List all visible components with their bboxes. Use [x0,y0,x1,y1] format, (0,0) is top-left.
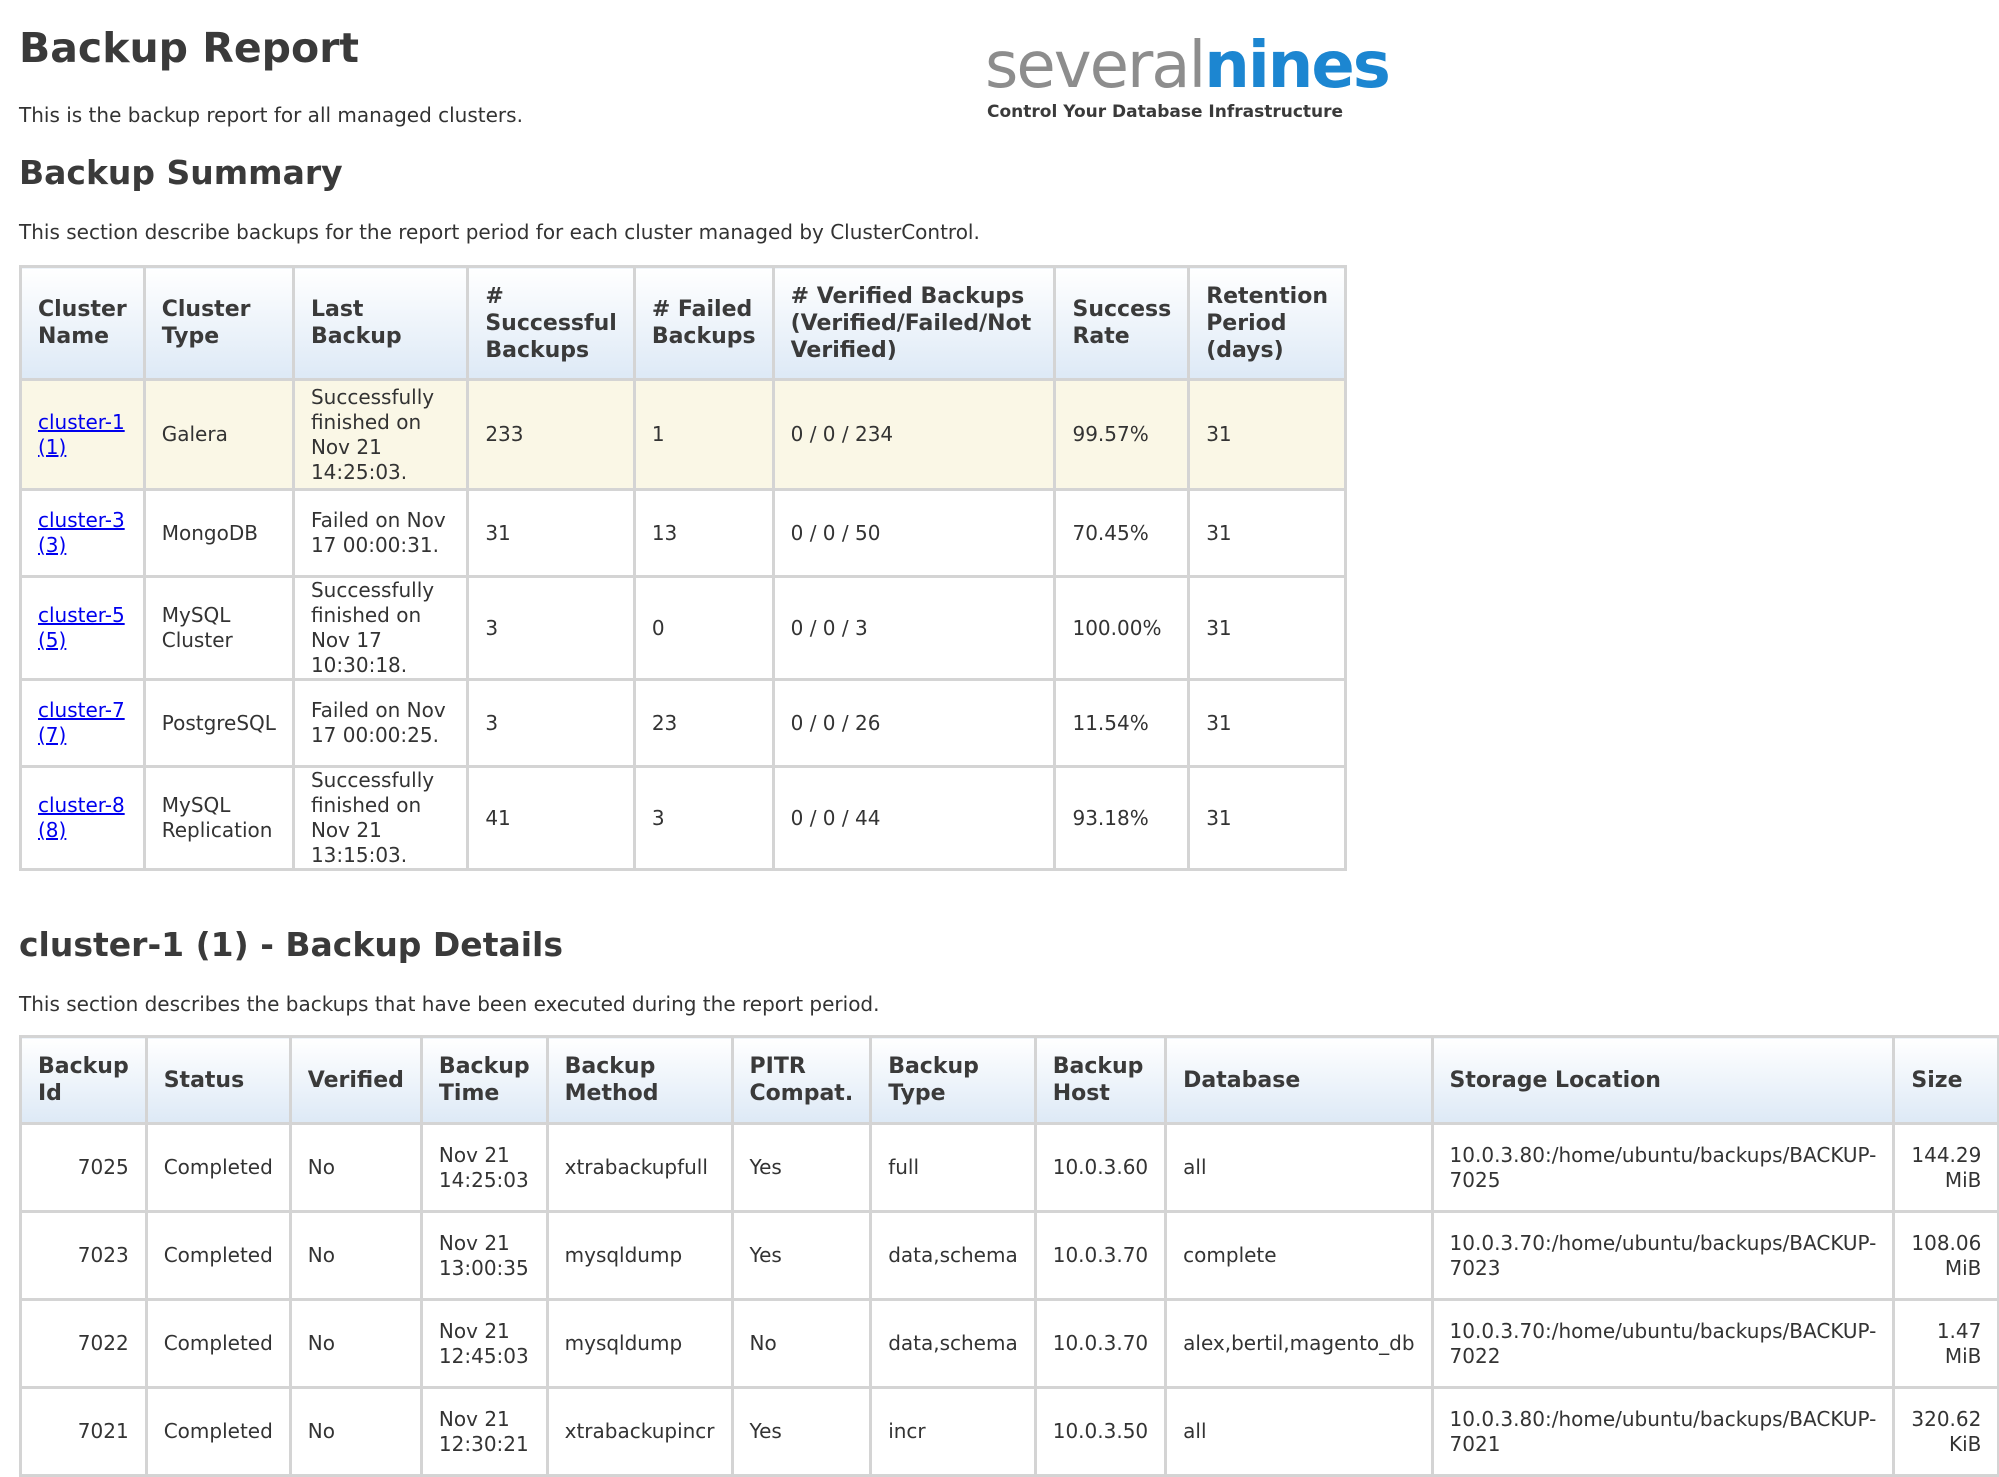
cell-pitr-compat: Yes [732,1388,871,1476]
cell-database: alex,bertil,magento_db [1166,1300,1432,1388]
column-header-pitr-compat: PITR Compat. [732,1037,871,1124]
column-header-successful-backups: # Successful Backups [468,267,634,380]
table-row [21,767,1346,870]
column-header-failed-backups: # Failed Backups [634,267,773,380]
cell-size: 320.62 KiB [1894,1388,1999,1476]
cell-retention-period: 31 [1189,380,1346,490]
cell-backup-method: xtrabackupfull [547,1124,732,1212]
cell-storage-location: 10.0.3.70:/home/ubuntu/backups/BACKUP-7023 [1432,1212,1894,1300]
cell-last-backup: Successfully finished on Nov 17 10:30:18. [293,577,467,680]
logo-tagline: Control Your Database Infrastructure [987,102,1344,122]
cell-status: Completed [146,1300,290,1388]
column-header-cluster-type: Cluster Type [144,267,293,380]
cell-storage-location: 10.0.3.80:/home/ubuntu/backups/BACKUP-7025 [1432,1124,1894,1212]
cell-successful-backups: 31 [468,490,634,577]
cell-cluster-name [21,380,145,490]
cell-verified-backups: 0 / 0 / 3 [773,577,1055,680]
cell-failed-backups: 1 [634,380,773,490]
cell-pitr-compat: Yes [732,1124,871,1212]
column-header-backup-host: Backup Host [1035,1037,1165,1124]
cell-success-rate: 93.18% [1055,767,1189,870]
table-row [21,577,1346,680]
cell-size: 1.47 MiB [1894,1300,1999,1388]
cell-failed-backups: 13 [634,490,773,577]
cell-verified-backups: 0 / 0 / 50 [773,490,1055,577]
cell-success-rate: 11.54% [1055,680,1189,767]
cell-verified-backups: 0 / 0 / 26 [773,680,1055,767]
cell-storage-location: 10.0.3.80:/home/ubuntu/backups/BACKUP-7021 [1432,1388,1894,1476]
cluster-link[interactable]: cluster-5 (5) [38,603,125,652]
column-header-verified: Verified [290,1037,421,1124]
cell-status: Completed [146,1212,290,1300]
cell-verified: No [290,1300,421,1388]
cell-backup-type: incr [871,1388,1036,1476]
cell-last-backup: Failed on Nov 17 00:00:31. [293,490,467,577]
cell-backup-method: mysqldump [547,1300,732,1388]
column-header-backup-method: Backup Method [547,1037,732,1124]
cell-size: 144.29 MiB [1894,1124,1999,1212]
cluster-link[interactable]: cluster-7 (7) [38,698,125,747]
column-header-backup-type: Backup Type [871,1037,1036,1124]
cell-backup-type: data,schema [871,1300,1036,1388]
cell-verified: No [290,1124,421,1212]
cluster-link[interactable]: cluster-1 (1) [38,409,125,459]
cell-backup-id: 7021 [21,1388,147,1476]
column-header-retention-period: Retention Period (days) [1189,267,1346,380]
cell-cluster-type: MySQL Replication [144,767,293,870]
cell-success-rate: 99.57% [1055,380,1189,490]
logo-word-right: nines [1204,29,1389,103]
cell-cluster-name [21,680,145,767]
cell-retention-period: 31 [1189,680,1346,767]
details-heading: cluster-1 (1) - Backup Details [19,925,564,964]
column-header-backup-time: Backup Time [421,1037,547,1124]
cell-cluster-name [21,577,145,680]
table-row [21,380,1346,490]
column-header-success-rate: Success Rate [1055,267,1189,380]
cell-backup-time: Nov 21 12:30:21 [421,1388,547,1476]
cell-pitr-compat: No [732,1300,871,1388]
cell-backup-time: Nov 21 13:00:35 [421,1212,547,1300]
intro-text: This is the backup report for all managed clusters. [19,103,523,127]
table-row [21,490,1346,577]
cell-failed-backups: 23 [634,680,773,767]
backup-summary-table [19,265,1347,871]
details-description: This section describes the backups that have been executed during the report period. [19,992,880,1016]
cell-backup-id: 7023 [21,1212,147,1300]
page-title: Backup Report [19,24,360,72]
column-header-backup-id: Backup Id [21,1037,147,1124]
column-header-storage-location: Storage Location [1432,1037,1894,1124]
summary-header-row [21,267,1346,380]
cell-last-backup: Failed on Nov 17 00:00:25. [293,680,467,767]
summary-description: This section describe backups for the report period for each cluster managed by ClusterControl. [19,220,980,244]
cell-backup-type: full [871,1124,1036,1212]
cell-backup-method: xtrabackupincr [547,1388,732,1476]
logo-wordmark [985,28,1389,104]
logo-word-left: several [985,29,1205,103]
cell-backup-host: 10.0.3.50 [1035,1388,1165,1476]
cell-database: all [1166,1388,1432,1476]
cell-cluster-type: PostgreSQL [144,680,293,767]
column-header-cluster-name: Cluster Name [21,267,145,380]
cell-backup-host: 10.0.3.60 [1035,1124,1165,1212]
cell-cluster-name [21,490,145,577]
cell-backup-id: 7025 [21,1124,147,1212]
table-row [21,1300,1999,1388]
cell-verified-backups: 0 / 0 / 44 [773,767,1055,870]
column-header-status: Status [146,1037,290,1124]
cell-successful-backups: 3 [468,577,634,680]
severalnines-logo [985,28,1389,128]
details-header-row [21,1037,1999,1124]
table-row [21,680,1346,767]
cell-cluster-type: Galera [144,380,293,490]
column-header-verified-backups: # Verified Backups (Verified/Failed/Not Verified) [773,267,1055,380]
cluster-link[interactable]: cluster-3 (3) [38,508,125,557]
cell-cluster-type: MySQL Cluster [144,577,293,680]
cell-retention-period: 31 [1189,490,1346,577]
table-row [21,1212,1999,1300]
cell-cluster-name [21,767,145,870]
cell-success-rate: 100.00% [1055,577,1189,680]
cell-storage-location: 10.0.3.70:/home/ubuntu/backups/BACKUP-7022 [1432,1300,1894,1388]
cell-size: 108.06 MiB [1894,1212,1999,1300]
cell-successful-backups: 233 [468,380,634,490]
cell-backup-host: 10.0.3.70 [1035,1300,1165,1388]
cell-verified: No [290,1388,421,1476]
cell-failed-backups: 3 [634,767,773,870]
cell-database: complete [1166,1212,1432,1300]
cell-successful-backups: 41 [468,767,634,870]
cell-last-backup: Successfully finished on Nov 21 14:25:03. [293,380,467,490]
cell-backup-id: 7022 [21,1300,147,1388]
backup-details-table [19,1035,1999,1477]
column-header-database: Database [1166,1037,1432,1124]
cell-database: all [1166,1124,1432,1212]
column-header-last-backup: Last Backup [293,267,467,380]
cell-backup-type: data,schema [871,1212,1036,1300]
column-header-size: Size [1894,1037,1999,1124]
cell-backup-host: 10.0.3.70 [1035,1212,1165,1300]
cell-last-backup: Successfully finished on Nov 21 13:15:03. [293,767,467,870]
summary-heading: Backup Summary [19,153,343,192]
cell-cluster-type: MongoDB [144,490,293,577]
cell-success-rate: 70.45% [1055,490,1189,577]
cell-status: Completed [146,1124,290,1212]
cell-backup-method: mysqldump [547,1212,732,1300]
cell-backup-time: Nov 21 14:25:03 [421,1124,547,1212]
table-row [21,1388,1999,1476]
cell-verified-backups: 0 / 0 / 234 [773,380,1055,490]
cluster-link[interactable]: cluster-8 (8) [38,793,125,842]
table-row [21,1124,1999,1212]
cell-retention-period: 31 [1189,767,1346,870]
cell-retention-period: 31 [1189,577,1346,680]
cell-failed-backups: 0 [634,577,773,680]
cell-pitr-compat: Yes [732,1212,871,1300]
cell-successful-backups: 3 [468,680,634,767]
cell-verified: No [290,1212,421,1300]
cell-status: Completed [146,1388,290,1476]
cell-backup-time: Nov 21 12:45:03 [421,1300,547,1388]
